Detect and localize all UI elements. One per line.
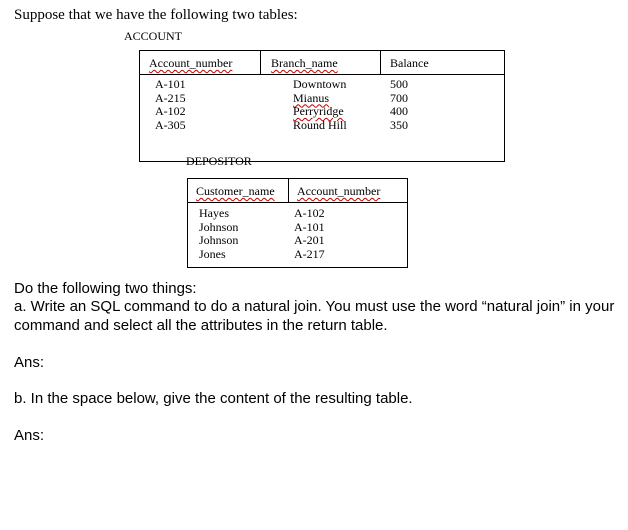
account-column-divider — [260, 51, 261, 74]
account-cell: 500 — [390, 77, 408, 91]
account-cell: 700 — [390, 90, 408, 105]
account-header-account-number: Account_number — [149, 56, 233, 70]
account-cell: 400 — [390, 104, 408, 118]
question-part-a-line-1: a. Write an SQL command to do a natural join. You must use the word “natural join” in your — [14, 298, 615, 315]
account-cell: A-215 — [155, 90, 186, 105]
account-cell: Round Hill — [293, 117, 347, 132]
depositor-header-account-number: Account_number — [297, 184, 381, 198]
answer-label-b: Ans: — [14, 427, 45, 444]
question-part-a-line-2: command and select all the attributes in the return table. — [14, 317, 388, 334]
depositor-column-divider — [288, 179, 289, 202]
account-header-divider — [140, 74, 504, 75]
account-cell: Downtown — [293, 77, 347, 91]
account-cell: Perryridge — [293, 104, 344, 118]
account-cell: A-102 — [155, 104, 186, 118]
depositor-cell: A-102 — [294, 206, 325, 220]
account-table-caption: ACCOUNT — [124, 29, 183, 43]
account-column-branch-name — [293, 78, 347, 132]
depositor-cell: A-101 — [294, 219, 325, 234]
depositor-cell: A-217 — [294, 246, 325, 261]
answer-label-a: Ans: — [14, 354, 45, 371]
intro-text: Suppose that we have the following two tables: — [14, 7, 298, 23]
depositor-header-customer-name: Customer_name — [196, 184, 275, 198]
account-table — [139, 50, 505, 162]
account-header-branch-name: Branch_name — [271, 56, 338, 70]
account-cell: A-305 — [155, 117, 186, 132]
account-cell: Mianus — [293, 90, 329, 105]
depositor-column-account-number — [294, 207, 325, 261]
account-column-divider — [380, 51, 381, 74]
account-cell: 350 — [390, 117, 408, 132]
depositor-table — [187, 178, 408, 268]
depositor-cell: Johnson — [199, 219, 239, 234]
depositor-table-caption: DEPOSITOR — [186, 154, 252, 168]
account-column-balance — [390, 78, 408, 132]
depositor-column-customer-name — [199, 207, 238, 261]
depositor-cell: Jones — [199, 246, 226, 261]
question-lead: Do the following two things: — [14, 280, 197, 297]
depositor-cell: A-201 — [294, 233, 325, 247]
account-cell: A-101 — [155, 77, 186, 91]
depositor-cell: Hayes — [199, 206, 229, 220]
account-header-balance: Balance — [390, 56, 429, 70]
depositor-cell: Johnson — [199, 233, 239, 247]
depositor-header-divider — [188, 202, 407, 203]
question-part-b: b. In the space below, give the content of the resulting table. — [14, 390, 413, 407]
account-column-account-number — [155, 78, 186, 132]
